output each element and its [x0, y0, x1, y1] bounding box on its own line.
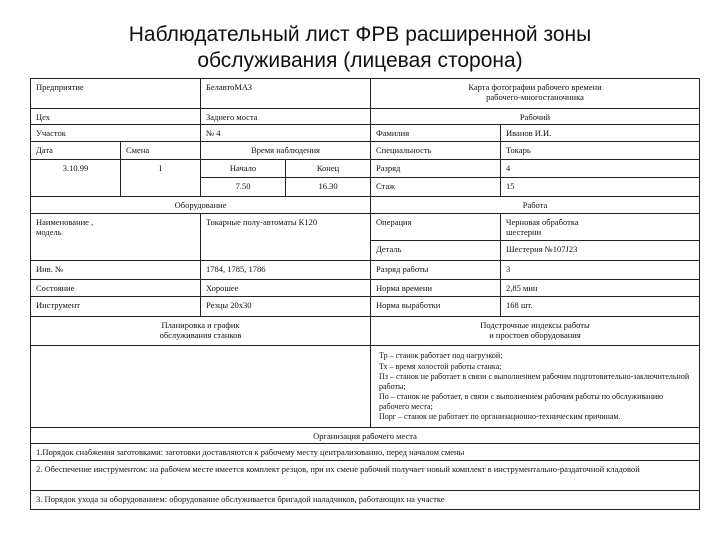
inv-label: Инв. №: [30, 260, 201, 280]
surname-label: Фамилия: [370, 124, 501, 142]
legend: [370, 345, 700, 428]
experience-value: 15: [500, 177, 700, 197]
enterprise-value: БелавтоМАЗ: [200, 78, 371, 109]
org-item: 1.Порядок снабжения заготовками: заготовки доставляются к рабочему месту централизованно, перед началом смены: [30, 443, 700, 461]
org-item: 2. Обеспечение инструментом: на рабочем месте имеется комплект резцов, при их смене рабочий получает новый комплект в инструментально-раздаточной кладовой: [30, 460, 700, 491]
indexes-header: [370, 316, 700, 346]
section-value: № 4: [200, 124, 371, 142]
part-value: Шестерня №107J23: [500, 240, 700, 261]
enterprise-label: Предприятие: [30, 78, 201, 109]
legend-item: Тх – время холостой работы станка;: [379, 361, 502, 371]
operation-value: Черновая обработка шестерни: [500, 213, 700, 241]
inv-value: 1784, 1785, 1786: [200, 260, 371, 280]
specialty-label: Специальность: [370, 141, 501, 160]
org-item: 3. Порядок ухода за оборудованием: оборудование обслуживается бригадой наладчиков, работающих на участке: [30, 490, 700, 510]
layout-header: [30, 316, 371, 346]
time-norm-value: 2,85 мин: [500, 279, 700, 297]
start-label: Начало: [200, 159, 286, 178]
state-value: Хорошее: [200, 279, 371, 297]
work-grade-label: Разряд работы: [370, 260, 501, 280]
shop-label: Цех: [30, 108, 201, 125]
obs-time-label: Время наблюдения: [200, 141, 371, 160]
output-norm-value: 168 шт.: [500, 296, 700, 317]
indexes-header-2: и простоев оборудования: [489, 330, 581, 340]
surname-value: Иванов И.И.: [500, 124, 700, 142]
grade-value: 4: [500, 159, 700, 178]
layout-header-2: обслуживания станков: [159, 330, 242, 340]
work-header: Работа: [370, 196, 700, 214]
title-line-2: обслуживания (лицевая сторона): [197, 49, 523, 72]
layout-area: [30, 345, 371, 428]
card-title-1: Карта фотографии рабочего времени: [468, 82, 602, 92]
time-norm-label: Норма времени: [370, 279, 501, 297]
worker-header: Рабочий: [370, 108, 700, 125]
indexes-header-1: Подстрочные индексы работы: [480, 320, 590, 330]
legend-item: Пз – станок не работает в связи с выполнением рабочим подготовительно-заключительной работы;: [379, 372, 690, 391]
end-value: 16.30: [285, 177, 371, 197]
card-title-2: рабочего-многостаночника: [486, 92, 584, 102]
date-label: Дата: [30, 141, 121, 160]
end-label: Конец: [285, 159, 371, 178]
org-header: Организация рабочего места: [30, 427, 700, 444]
layout-header-1: Планировка и график: [161, 320, 240, 330]
name-model-label: Наименование , модель: [30, 213, 201, 261]
tool-value: Резцы 20х30: [200, 296, 371, 317]
experience-label: Стаж: [370, 177, 501, 197]
state-label: Состояние: [30, 279, 201, 297]
legend-item: По – станок не работает, в связи с выполнением рабочим работы по обслуживанию рабочего места;: [379, 392, 664, 411]
section-label: Участок: [30, 124, 201, 142]
work-grade-value: 3: [500, 260, 700, 280]
title-line-1: Наблюдательный лист ФРВ расширенной зоны: [128, 23, 592, 46]
card-title: [370, 78, 700, 109]
output-norm-label: Норма выработки: [370, 296, 501, 317]
tool-label: Инструмент: [30, 296, 201, 317]
name-model-value: Токарные полу-автоматы К120: [200, 213, 371, 261]
date-value: 3.10.99: [30, 159, 121, 197]
operation-label: Операция: [370, 213, 501, 241]
shift-label: Смена: [120, 141, 201, 160]
specialty-value: Токарь: [500, 141, 700, 160]
legend-item: Порг – станок не работает по организационно-техническим причинам.: [379, 412, 621, 421]
grade-label: Разряд: [370, 159, 501, 178]
part-label: Деталь: [370, 240, 501, 261]
equipment-header: Оборудование: [30, 196, 371, 214]
start-value: 7.50: [200, 177, 286, 197]
shop-value: Заднего моста: [200, 108, 371, 125]
shift-value: I: [120, 159, 201, 197]
legend-item: Тр – станок работает под нагрузкой;: [379, 351, 503, 360]
